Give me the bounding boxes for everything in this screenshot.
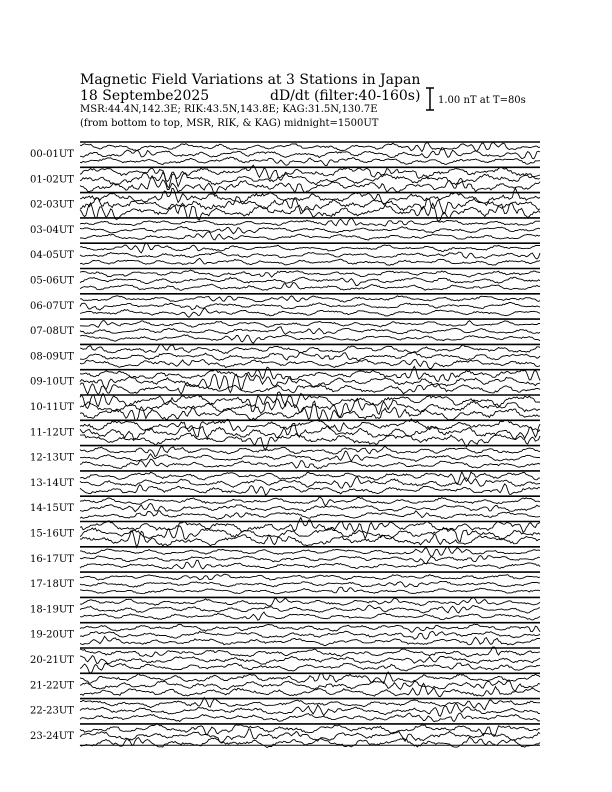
trace-rik xyxy=(80,302,540,310)
trace-rik xyxy=(80,451,540,462)
trace-rik xyxy=(80,503,540,511)
trace-rik xyxy=(80,227,540,234)
trace-msr xyxy=(80,308,540,317)
chart-date: 18 Septembe2025 xyxy=(80,88,210,104)
row-label: 22-23UT xyxy=(30,705,74,717)
row-label: 01-02UT xyxy=(30,174,74,186)
scale-bar xyxy=(426,88,434,110)
trace-msr xyxy=(80,636,540,645)
row-label: 07-08UT xyxy=(30,326,74,338)
trace-rik xyxy=(80,277,540,285)
trace-kag xyxy=(80,321,540,328)
trace-msr xyxy=(80,157,540,165)
trace-kag xyxy=(80,723,540,736)
trace-kag xyxy=(80,624,540,632)
station-coordinates: MSR:44.4N,142.3E; RIK:43.5N,143.8E; KAG:31.5N,130.7E xyxy=(80,104,378,115)
row-label: 19-20UT xyxy=(30,629,74,641)
trace-rik xyxy=(80,656,540,665)
trace-rik xyxy=(80,703,540,716)
row-label: 23-24UT xyxy=(30,730,74,742)
trace-msr xyxy=(80,663,540,673)
trace-msr xyxy=(80,360,540,369)
trace-kag xyxy=(80,547,540,557)
row-label: 03-04UT xyxy=(30,224,74,236)
trace-rik xyxy=(80,252,540,259)
trace-kag xyxy=(80,472,540,484)
trace-rik xyxy=(80,148,540,159)
trace-rik xyxy=(80,581,540,587)
row-label: 00-01UT xyxy=(30,149,74,160)
trace-msr xyxy=(80,713,540,722)
trace-msr xyxy=(80,459,540,469)
trace-rik xyxy=(80,374,540,393)
trace-kag xyxy=(80,296,540,302)
trace-rik xyxy=(80,327,540,335)
scale-bar-label: 1.00 nT at T=80s xyxy=(438,95,526,106)
trace-msr xyxy=(80,560,540,569)
trace-rik xyxy=(80,398,540,417)
trace-msr xyxy=(80,258,540,265)
row-label: 08-09UT xyxy=(30,351,74,363)
trace-rik xyxy=(80,352,540,360)
trace-kag xyxy=(80,270,540,277)
trace-msr xyxy=(80,382,540,394)
row-label: 18-19UT xyxy=(30,604,74,616)
trace-rik xyxy=(80,605,540,613)
row-label: 10-11UT xyxy=(30,402,74,413)
trace-rik xyxy=(80,477,540,488)
row-label: 14-15UT xyxy=(30,503,74,515)
trace-kag xyxy=(80,574,540,580)
trace-rik xyxy=(80,556,540,565)
row-label: 11-12UT xyxy=(30,427,74,439)
row-label: 15-16UT xyxy=(30,528,74,540)
trace-msr xyxy=(80,587,540,594)
row-label: 21-22UT xyxy=(30,680,74,692)
chart-quantity: dD/dt (filter:40-160s) xyxy=(270,88,421,104)
trace-rik xyxy=(80,423,540,439)
row-label: 09-10UT xyxy=(30,376,74,388)
row-label: 02-03UT xyxy=(30,199,74,211)
row-label: 17-18UT xyxy=(30,579,74,591)
trace-msr xyxy=(80,612,540,620)
trace-msr xyxy=(80,433,540,449)
row-label: 12-13UT xyxy=(30,452,74,464)
trace-rik xyxy=(80,631,540,639)
row-label: 16-17UT xyxy=(30,553,74,565)
trace-kag xyxy=(80,598,540,606)
station-order-note: (from bottom to top, MSR, RIK, & KAG) midnight=1500UT xyxy=(80,118,379,129)
trace-rik xyxy=(80,680,540,691)
row-label: 20-21UT xyxy=(30,655,74,666)
row-label: 04-05UT xyxy=(30,250,74,262)
trace-msr xyxy=(80,511,540,519)
trace-kag xyxy=(80,446,540,457)
trace-kag xyxy=(80,218,540,226)
trace-msr xyxy=(80,401,540,421)
trace-kag xyxy=(80,143,540,152)
trace-msr xyxy=(80,176,540,195)
trace-kag xyxy=(80,344,540,354)
trace-msr xyxy=(80,283,540,291)
trace-kag xyxy=(80,243,540,253)
row-label: 05-06UT xyxy=(30,275,74,287)
row-label: 13-14UT xyxy=(30,477,74,489)
trace-msr xyxy=(80,335,540,344)
chart-title: Magnetic Field Variations at 3 Stations in Japan xyxy=(80,72,421,88)
trace-msr xyxy=(80,737,540,748)
row-label: 06-07UT xyxy=(30,300,74,312)
